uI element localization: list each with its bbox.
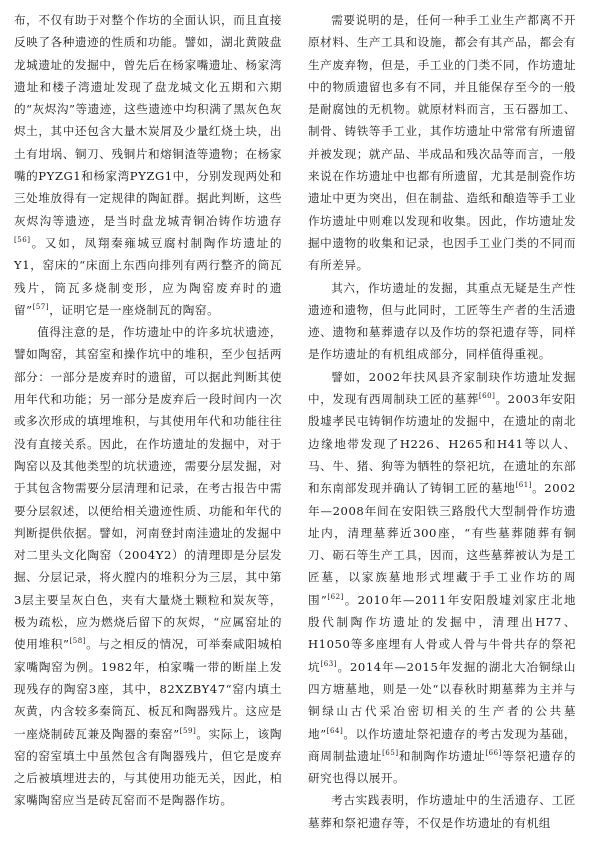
citation: [60] [478, 392, 496, 401]
citation: [62] [327, 592, 344, 601]
text-run: 。2003年安阳殷墟孝民屯铸铜作坊遗址的发掘中，在遗址的南北边缘地带发现了H226、H265和H41等以人、马、牛、猪、狗等为牺牲的祭祀坑，在遗址的东部和东南部发现并确认了铸铜工匠的墓地 [308, 392, 576, 496]
text-run: 。2002年—2008年间在安阳铁三路殷代大型制骨作坊遗址内，清理墓葬近300座，“有些墓葬随葬有铜刀、砺石等生产工具，因而，这些墓葬被认为是工匠墓，以家族墓地形式埋藏于手工业作坊的周围” [308, 481, 576, 607]
citation: [65] [382, 748, 399, 757]
left-column [14, 9, 282, 865]
citation: [57] [32, 303, 50, 311]
paragraph: 其六，作坊遗址的发掘，其重点无疑是生产性遗迹和遗物，但与此同时，工匠等生产者的生活遗迹、遗物和墓葬遗存以及作坊的祭祀遗存等，同样是作坊遗址的有机组成部分，同样值得重视。 [308, 280, 576, 362]
citation: [64] [326, 726, 344, 735]
text-run: 和制陶作坊遗址 [398, 748, 486, 763]
citation: [61] [515, 481, 533, 490]
text-run: 。与之相反的情况，可举秦咸阳城柏家嘴陶窑为例。1982年，柏家嘴一带的断崖上发现残存的陶窑3座，其中，82XZBY47“窑内填土灰黄，内含较多秦筒瓦、板瓦和陶器残片。这应是一座烧制砖瓦兼及陶器的秦窑” [14, 637, 282, 741]
citation: [56] [14, 236, 31, 245]
paragraph: 考古实践表明，作坊遗址中的生活遗存、工匠墓葬和祭祀遗存等，不仅是作坊遗址的有机组 [308, 793, 576, 830]
paragraph [14, 9, 282, 321]
right-column [308, 9, 576, 865]
citation: [59] [179, 726, 197, 735]
text-run: ，证明它是一座烧制瓦的陶窑。 [49, 302, 220, 317]
citation: [63] [320, 659, 338, 668]
paragraph [308, 366, 576, 790]
text-run: 。又如，凤翔秦雍城豆腐村制陶作坊遗址的Y1，窑床的“床面上东西向排列有两行整齐的筒瓦残片，筒瓦多烧制变形，应为陶窑废弃时的遗留” [14, 235, 282, 317]
text-run: 。2014年—2015年发掘的湖北大冶铜绿山四方塘墓地，则是一处“以春秋时期墓葬为主并与铜绿山古代采冶密切相关的生产者的公共墓地” [308, 659, 576, 741]
text-run: 。以作坊遗址祭祀遗存的考古发现为基础，商周制盐遗址 [308, 726, 577, 763]
paragraph: 需要说明的是，任何一种手工业生产都离不开原材料、生产工具和设施，都会有其产品，都会有生产废弃物，但是，手工业的门类不同，作坊遗址中的物质遗留也多有不同，并且能保存至今的一般是耐腐蚀的无机物。就原材料而言，玉石器加工、制骨、铸铁等手工业，其作坊遗址中常常有所遗留并被发现；就产品、半成品和残次品等而言，一般来说在作坊遗址中也都有所遗留，尤其是制瓷作坊遗址中更为突出，但在制盐、造纸和酿造等手工业作坊遗址中则难以发现和收集。因此，作坊遗址发掘中遗物的收集和记录，也因手工业门类的不同而有所差异。 [308, 13, 576, 273]
text-run: 等祭祀遗存的研究也得以展开。 [308, 748, 576, 786]
citation: [58] [69, 637, 87, 646]
text-run: 布，不仅有助于对整个作坊的全面认识，而且直接反映了各种遗迹的性质和功能。譬如，湖北黄陂盘龙城遗址的发掘中，曾先后在杨家嘴遗址、杨家湾遗址和楼子湾遗址发现了盘龙城文化五期和六期的“灰烬沟”等遗迹，这些遗迹中均积满了黑灰色灰烬土，其中还包含大量木炭屑及少量红烧土块，出土有坩埚、铜刀、残铜片和熔铜渣等遗物；在杨家嘴的PYZG1和杨家湾PYZG1中，分别发现两处和三处堆放得有一定规律的陶缸群。据此判断，这些灰烬沟等遗迹，是当时盘龙城青铜冶铸作坊遗存 [14, 13, 282, 228]
text-run: 值得注意的是，作坊遗址中的许多坑状遗迹，譬如陶窑，其窑室和操作坑中的堆积，至少包括两部分：一部分是废弃时的遗留，可以据此判断其使用年代和功能；另一部分是废弃后一段时间内一次或多次形成的填埋堆积，与其使用年代和功能往往没有直接关系。因此，在作坊遗址的发掘中，对于陶窑以及其他类型的坑状遗迹，需要分层发掘，对于其包含物需要分层清理和记录，在考古报告中需要分层叙述，以便给相关遗迹性质、功能和年代的判断提供依据。譬如，河南登封南洼遗址的发掘中对二里头文化陶窑（2004Y2）的清理即是分层发掘、分层记录，将火膛内的堆积分为三层，其中第3层主要呈灰白色，夹有大量烧土颗粒和炭灰等，极为疏松，应为燃烧后留下的灰烬，“应属窑址的使用堆积” [14, 325, 282, 652]
text-run: 譬如，2002年扶风县齐家制玦作坊遗址发掘中，发现有西周制玦工匠的墓葬 [308, 369, 576, 407]
text-run: 。实际上，该陶窑的窑室填土中虽然包含有陶器残片，但它是废弃之后被填埋进去的，与其使用功能无关，因此，柏家嘴陶窑应当是砖瓦窑而不是陶器作坊。 [14, 726, 282, 808]
citation: [66] [485, 748, 502, 757]
paragraph [14, 321, 282, 812]
text-run: 。2010年—2011年安阳殷墟刘家庄北地殷代制陶作坊遗址的发掘中，清理出H77、H1050等多座埋有人骨或人骨与牛骨共存的祭祀坑 [308, 592, 576, 674]
